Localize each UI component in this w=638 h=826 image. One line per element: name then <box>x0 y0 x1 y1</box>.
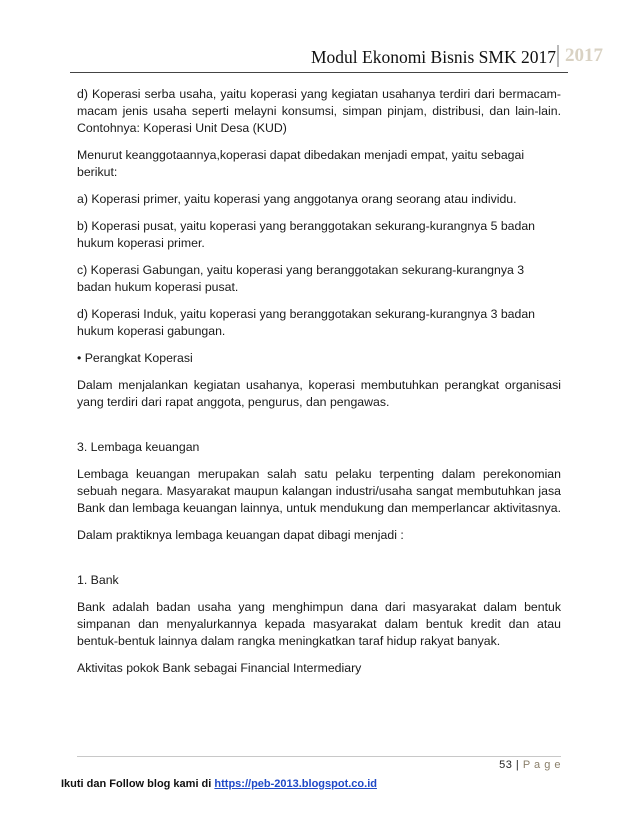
footer-divider <box>77 756 561 757</box>
header-year-mark: 2017 <box>557 45 603 67</box>
heading-lembaga-keuangan: 3. Lembaga keuangan <box>77 440 200 454</box>
header-divider <box>70 72 568 73</box>
page-header <box>310 44 603 70</box>
page-number <box>499 759 561 771</box>
paragraph-lembaga-keuangan: Lembaga keuangan merupakan salah satu pelaku terpenting dalam perekonomian sebuah negara. Masyarakat maupun kalangan industri/usaha sangat membutuhkan jasa Bank dan lembaga keuangan lainnya, untuk mendukung dan memperlancar aktivitasnya. <box>77 467 561 515</box>
paragraph-praktik-lembaga: Dalam praktiknya lembaga keuangan dapat dibagi menjadi : <box>77 528 404 542</box>
paragraph-koperasi-pusat: b) Koperasi pusat, yaitu koperasi yang beranggotakan sekurang-kurangnya 5 badan hukum koperasi primer. <box>77 219 536 250</box>
paragraph-aktivitas-bank: Aktivitas pokok Bank sebagai Financial Intermediary <box>77 661 362 675</box>
footer-follow <box>61 778 377 790</box>
page-number-value: 53 <box>499 759 513 771</box>
paragraph-koperasi-primer: a) Koperasi primer, yaitu koperasi yang anggotanya orang seorang atau individu. <box>77 192 517 206</box>
paragraph-koperasi-induk: d) Koperasi Induk, yaitu koperasi yang beranggotakan sekurang-kurangnya 3 badan hukum koperasi gabungan. <box>77 307 536 338</box>
document-body <box>77 86 561 687</box>
paragraph-koperasi-gabungan: c) Koperasi Gabungan, yaitu koperasi yang beranggotakan sekurang-kurangnya 3 badan hukum koperasi pusat. <box>77 263 525 294</box>
bullet-perangkat-koperasi: • Perangkat Koperasi <box>77 351 193 365</box>
blog-link[interactable]: https://peb-2013.blogspot.co.id <box>214 778 377 790</box>
paragraph-koperasi-serba-usaha: d) Koperasi serba usaha, yaitu koperasi yang kegiatan usahanya terdiri dari bermacam-macam jenis usaha seperti melayni konsumsi, simpan pinjam, distribusi, dan lain-lain. Contohnya: Koperasi Unit Desa (KUD) <box>77 87 561 135</box>
page-label: P a g e <box>522 759 561 771</box>
heading-bank: 1. Bank <box>77 573 119 587</box>
paragraph-bank-definition: Bank adalah badan usaha yang menghimpun dana dari masyarakat dalam bentuk simpanan dan menyalurkannya kepada masyarakat dalam bentuk kredit dan atau bentuk-bentuk lainnya dalam rangka meningkatkan taraf hidup rakyat banyak. <box>77 600 561 648</box>
footer-follow-text: Ikuti dan Follow blog kami di <box>61 778 215 790</box>
paragraph-perangkat-koperasi: Dalam menjalankan kegiatan usahanya, koperasi membutuhkan perangkat organisasi yang terdiri dari rapat anggota, pengurus, dan pengawas. <box>77 378 561 409</box>
page-number-separator: | <box>515 759 520 771</box>
paragraph-keanggotaan-intro: Menurut keanggotaannya,koperasi dapat dibedakan menjadi empat, yaitu sebagai berikut: <box>77 148 525 179</box>
header-title: Modul Ekonomi Bisnis SMK 2017 <box>310 46 556 67</box>
